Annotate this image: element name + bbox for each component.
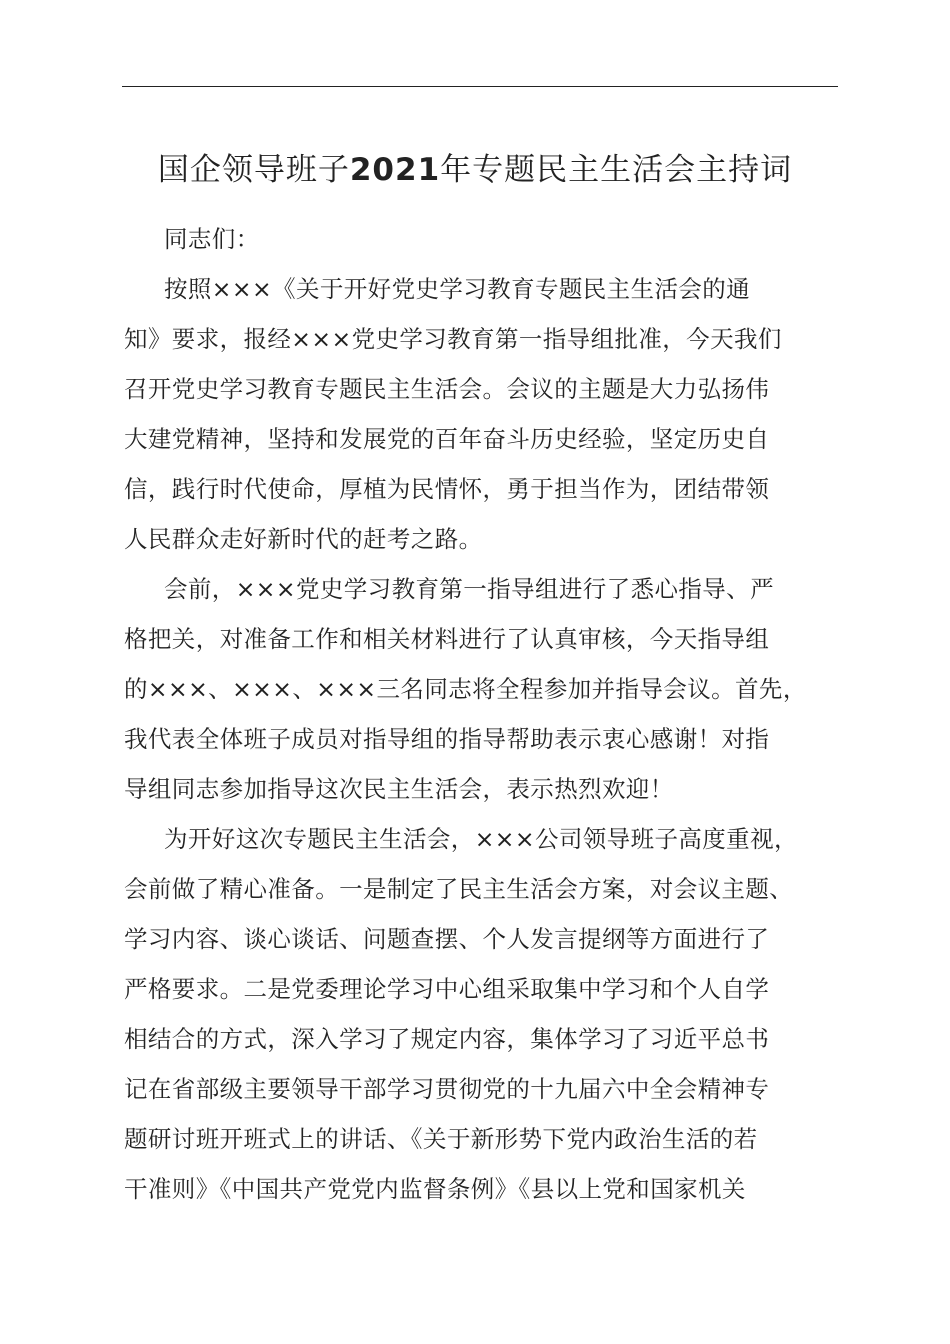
paragraph-line: 大建党精神，坚持和发展党的百年奋斗历史经验，坚定历史自 — [124, 425, 770, 453]
document-title — [0, 142, 950, 198]
paragraph-line: 知》要求，报经×××党史学习教育第一指导组批准，今天我们 — [124, 325, 782, 353]
paragraph-line: 按照×××《关于开好党史学习教育专题民主生活会的通 — [164, 275, 751, 303]
paragraph-line: 会前做了精心准备。一是制定了民主生活会方案，对会议主题、 — [124, 875, 794, 903]
paragraph-line: 相结合的方式，深入学习了规定内容，集体学习了习近平总书 — [124, 1025, 770, 1053]
paragraph-line: 导组同志参加指导这次民主生活会，表示热烈欢迎！ — [124, 775, 674, 803]
title-prefix: 国企领导班子 — [157, 152, 350, 188]
paragraph-line: 格把关，对准备工作和相关材料进行了认真审核，今天指导组 — [124, 625, 770, 653]
paragraph-line: 人民群众走好新时代的赶考之路。 — [124, 525, 483, 553]
salutation: 同志们： — [164, 225, 260, 253]
title-year: 2021 — [349, 152, 441, 188]
paragraph-line: 学习内容、谈心谈话、问题查摆、个人发言提纲等方面进行了 — [124, 925, 770, 953]
paragraph-line: 的×××、×××、×××三名同志将全程参加并指导会议。首先， — [124, 675, 807, 703]
paragraph-line: 召开党史学习教育专题民主生活会。会议的主题是大力弘扬伟 — [124, 375, 770, 403]
paragraph-line: 干准则》《中国共产党党内监督条例》《县以上党和国家机关 — [124, 1175, 746, 1203]
paragraph-line: 题研讨班开班式上的讲话、《关于新形势下党内政治生活的若 — [124, 1125, 758, 1153]
paragraph-line: 为开好这次专题民主生活会，×××公司领导班子高度重视， — [164, 825, 798, 853]
paragraph-line: 信，践行时代使命，厚植为民情怀，勇于担当作为，团结带领 — [124, 475, 770, 503]
header-rule — [122, 86, 838, 87]
paragraph-line: 严格要求。二是党委理论学习中心组采取集中学习和个人自学 — [124, 975, 770, 1003]
title-suffix: 年专题民主生活会主持词 — [440, 152, 793, 188]
document-body — [124, 214, 844, 1214]
paragraph-line: 我代表全体班子成员对指导组的指导帮助表示衷心感谢！对指 — [124, 725, 770, 753]
paragraph-line: 会前，×××党史学习教育第一指导组进行了悉心指导、严 — [164, 575, 774, 603]
paragraph-line: 记在省部级主要领导干部学习贯彻党的十九届六中全会精神专 — [124, 1075, 770, 1103]
